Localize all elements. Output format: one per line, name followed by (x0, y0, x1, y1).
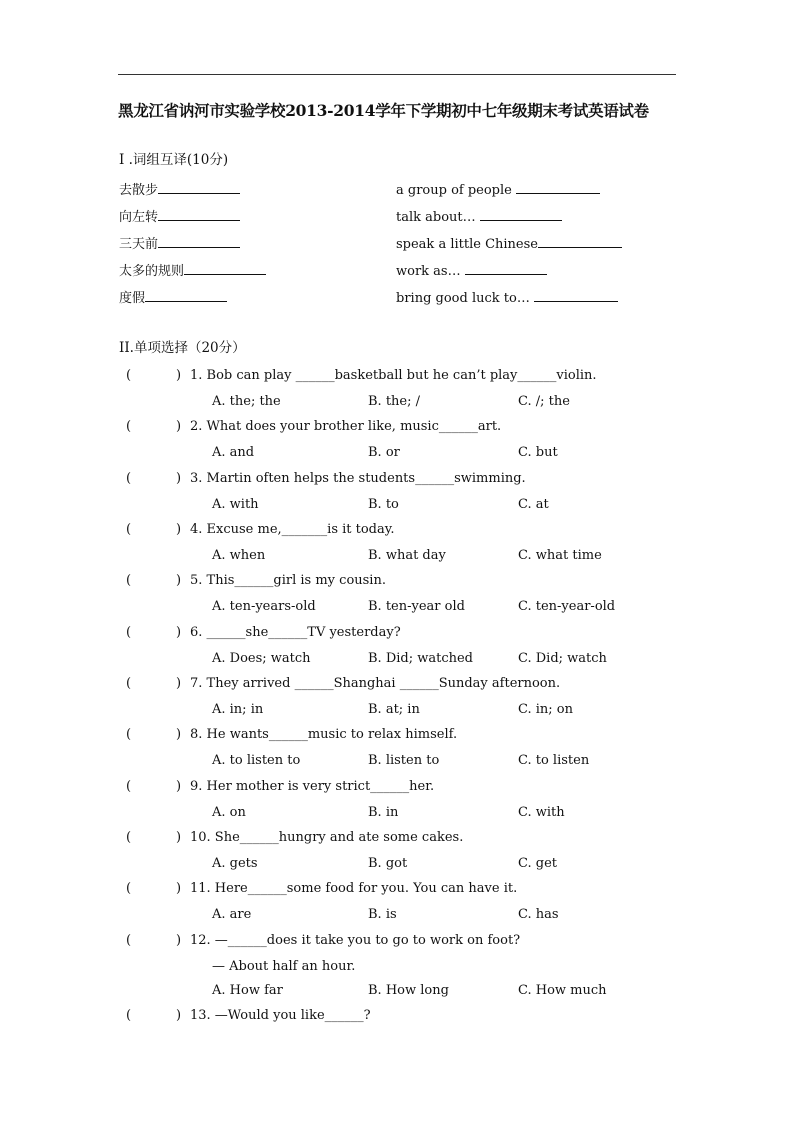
question-9-stem: 9. Her mother is very strict______her. (190, 779, 435, 794)
answer-paren-10-close: ) (176, 830, 182, 845)
answer-paren-9-close: ) (176, 779, 182, 794)
question-6-option-c: C. Did; watch (518, 651, 607, 666)
answer-paren-12: ( (126, 933, 132, 948)
question-12-option-b: B. How long (368, 983, 449, 998)
phrase-right-1: a group of people (396, 181, 600, 199)
header-rule (118, 74, 676, 75)
answer-paren-1: ( (126, 368, 132, 383)
section2-heading: II.单项选择（20分） (119, 340, 246, 356)
phrase-left-4: 太多的规则 (119, 262, 266, 280)
question-8-option-c: C. to listen (518, 753, 590, 768)
question-2-option-c: C. but (518, 445, 558, 460)
answer-paren-7: ( (126, 676, 132, 691)
question-4-option-b: B. what day (368, 548, 446, 563)
answer-paren-9: ( (126, 779, 132, 794)
question-10-stem: 10. She______hungry and ate some cakes. (190, 830, 464, 845)
answer-paren-11: ( (126, 881, 132, 896)
answer-paren-6-close: ) (176, 625, 182, 640)
phrase-left-2: 向左转 (119, 208, 240, 226)
question-10-option-b: B. got (368, 856, 408, 871)
question-6-option-a: A. Does; watch (212, 651, 311, 666)
question-8-option-b: B. listen to (368, 753, 440, 768)
question-3-option-a: A. with (212, 497, 259, 512)
question-6-option-b: B. Did; watched (368, 651, 474, 666)
question-11-stem: 11. Here______some food for you. You can have it. (190, 881, 518, 896)
phrase-left-1: 去散步 (119, 181, 240, 199)
question-7-option-b: B. at; in (368, 702, 420, 717)
answer-paren-5: ( (126, 573, 132, 588)
answer-paren-6: ( (126, 625, 132, 640)
answer-paren-13-close: ) (176, 1008, 182, 1023)
answer-paren-4: ( (126, 522, 132, 537)
phrase-right-3: speak a little Chinese (396, 235, 622, 253)
question-5-stem: 5. This______girl is my cousin. (190, 573, 386, 588)
question-10-option-c: C. get (518, 856, 557, 871)
section1-heading: I .词组互译(10分) (119, 152, 229, 168)
answer-paren-8-close: ) (176, 727, 182, 742)
answer-paren-5-close: ) (176, 573, 182, 588)
question-8-option-a: A. to listen to (212, 753, 301, 768)
question-2-stem: 2. What does your brother like, music______art. (190, 419, 502, 434)
phrase-right-4: work as… (396, 262, 547, 280)
question-9-option-c: C. with (518, 805, 565, 820)
question-3-option-c: C. at (518, 497, 549, 512)
question-13-stem: 13. —Would you like______? (190, 1008, 371, 1023)
question-4-option-a: A. when (212, 548, 266, 563)
answer-paren-3-close: ) (176, 471, 182, 486)
answer-paren-7-close: ) (176, 676, 182, 691)
page-title: 黑龙江省讷河市实验学校2013-2014学年下学期初中七年级期末考试英语试卷 (118, 101, 649, 120)
question-4-stem: 4. Excuse me,_______is it today. (190, 522, 395, 537)
question-7-stem: 7. They arrived ______Shanghai ______Sunday afternoon. (190, 676, 561, 691)
phrase-right-2: talk about… (396, 208, 562, 226)
answer-paren-12-close: ) (176, 933, 182, 948)
question-1-option-c: C. /; the (518, 394, 570, 409)
question-10-option-a: A. gets (212, 856, 258, 871)
answer-paren-8: ( (126, 727, 132, 742)
answer-paren-3: ( (126, 471, 132, 486)
question-7-option-c: C. in; on (518, 702, 573, 717)
question-1-option-a: A. the; the (212, 394, 281, 409)
answer-paren-10: ( (126, 830, 132, 845)
question-11-option-a: A. are (212, 907, 252, 922)
question-12-response: — About half an hour. (212, 959, 356, 974)
question-12-stem: 12. —______does it take you to go to work on foot? (190, 933, 521, 948)
question-7-option-a: A. in; in (212, 702, 264, 717)
question-5-option-c: C. ten-year-old (518, 599, 616, 614)
question-5-option-b: B. ten-year old (368, 599, 465, 614)
question-2-option-a: A. and (212, 445, 255, 460)
question-4-option-c: C. what time (518, 548, 602, 563)
question-3-stem: 3. Martin often helps the students______swimming. (190, 471, 526, 486)
question-11-option-c: C. has (518, 907, 559, 922)
answer-paren-2: ( (126, 419, 132, 434)
question-6-stem: 6. ______she______TV yesterday? (190, 625, 401, 640)
phrase-left-3: 三天前 (119, 235, 240, 253)
question-1-stem: 1. Bob can play ______basketball but he can’t play______violin. (190, 368, 597, 383)
question-9-option-b: B. in (368, 805, 399, 820)
question-12-option-c: C. How much (518, 983, 607, 998)
question-9-option-a: A. on (212, 805, 246, 820)
answer-paren-11-close: ) (176, 881, 182, 896)
question-8-stem: 8. He wants______music to relax himself. (190, 727, 458, 742)
phrase-left-5: 度假 (119, 289, 227, 307)
question-3-option-b: B. to (368, 497, 399, 512)
question-11-option-b: B. is (368, 907, 397, 922)
answer-paren-2-close: ) (176, 419, 182, 434)
answer-paren-1-close: ) (176, 368, 182, 383)
question-12-option-a: A. How far (212, 983, 283, 998)
question-1-option-b: B. the; / (368, 394, 420, 409)
answer-paren-4-close: ) (176, 522, 182, 537)
answer-paren-13: ( (126, 1008, 132, 1023)
question-5-option-a: A. ten-years-old (212, 599, 316, 614)
question-2-option-b: B. or (368, 445, 400, 460)
phrase-right-5: bring good luck to… (396, 289, 618, 307)
